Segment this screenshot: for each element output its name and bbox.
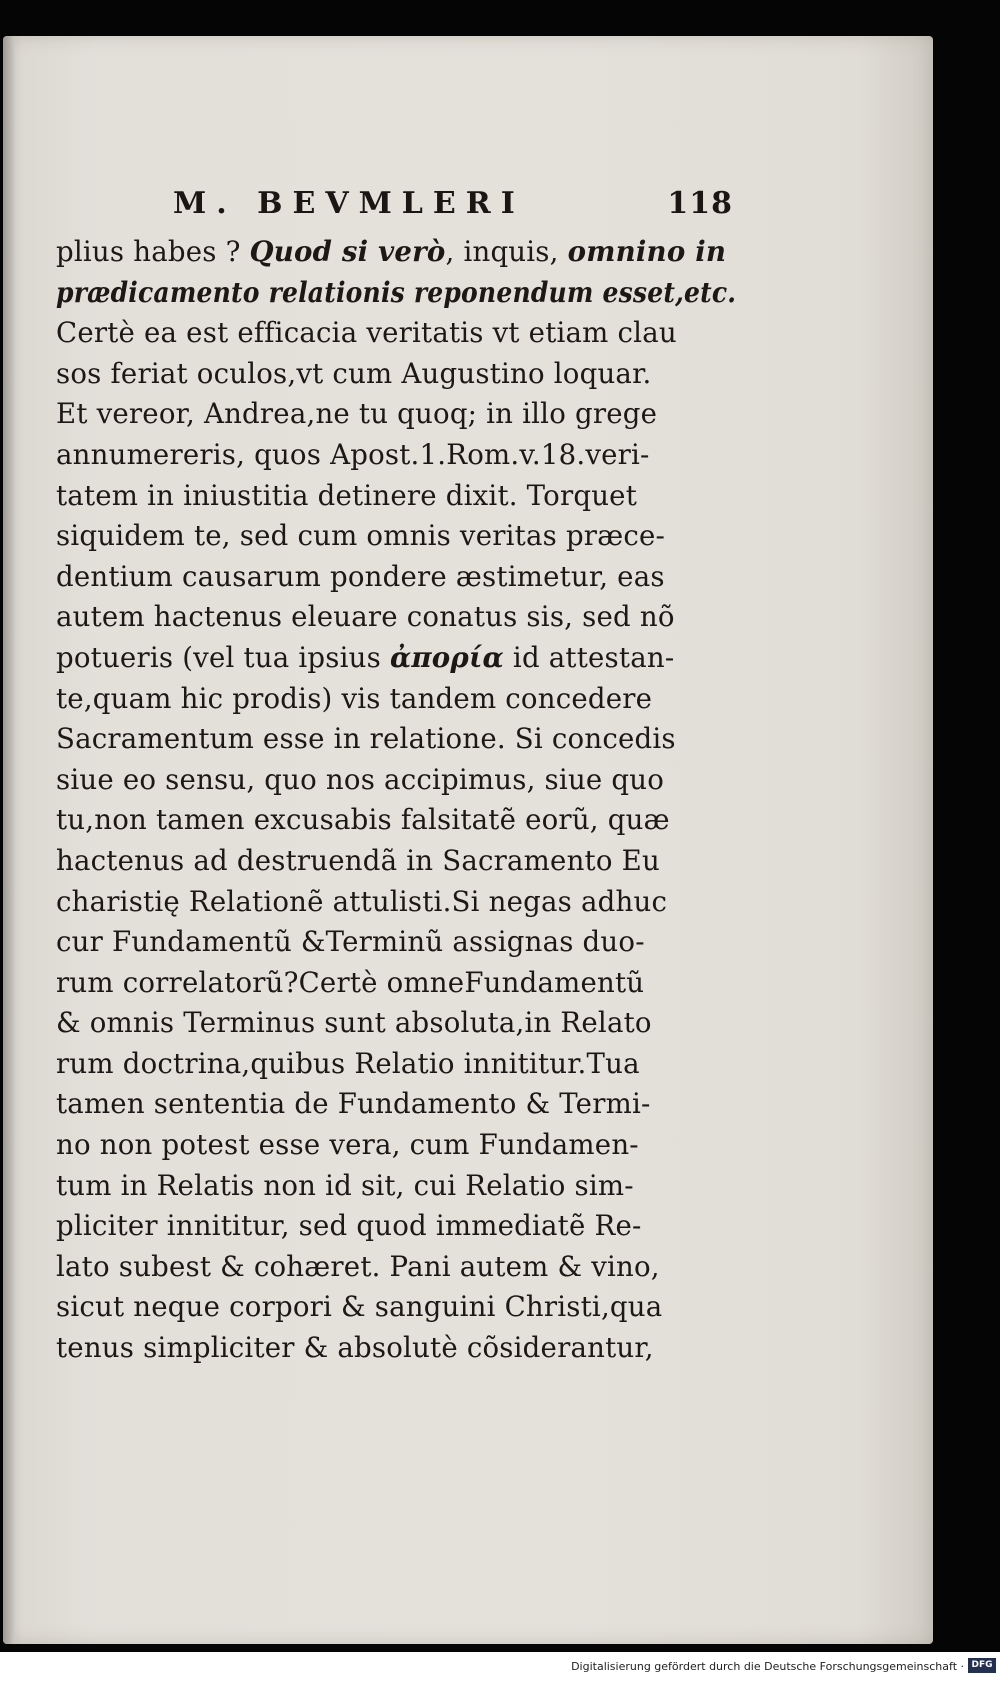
- body-text: [56, 232, 736, 1369]
- text-segment: autem hactenus eleuare conatus sis, sed nõ: [56, 600, 675, 634]
- text-line: [56, 1287, 736, 1328]
- text-line: [56, 1125, 736, 1166]
- text-line: [56, 476, 736, 517]
- text-segment: hactenus ad destruendã in Sacramento Eu: [56, 843, 660, 877]
- text-line: [56, 760, 736, 801]
- text-segment: pliciter innititur, sed quod immediatẽ Re-: [56, 1209, 642, 1243]
- text-segment: annumereris, quos Apost.1.Rom.v.18.veri-: [56, 437, 650, 471]
- text-line: [56, 1084, 736, 1125]
- text-line: [56, 354, 736, 395]
- text-segment: , inquis,: [445, 235, 568, 268]
- text-segment: tenus simpliciter & absolutè cõsiderantur,: [56, 1331, 654, 1365]
- text-line: [56, 394, 736, 435]
- text-segment: potueris (vel tua ipsius: [56, 640, 390, 674]
- text-segment: cur Fundamentũ &Terminũ assignas duo-: [56, 925, 645, 959]
- text-segment: lato subest & cohæret. Pani autem & vino,: [56, 1249, 660, 1283]
- text-line: [56, 435, 736, 476]
- text-line: [56, 516, 736, 557]
- text-line: [56, 963, 736, 1004]
- text-line: [56, 679, 736, 720]
- text-line: [56, 1247, 736, 1288]
- text-segment: sos feriat oculos,vt cum Augustino loquar.: [56, 356, 652, 390]
- text-segment: Certè ea est efficacia veritatis vt etiam clau: [56, 316, 677, 350]
- text-segment: sicut neque corpori & sanguini Christi,qua: [56, 1290, 663, 1324]
- text-line: [56, 1003, 736, 1044]
- text-line: [56, 557, 736, 598]
- text-segment: no non potest esse vera, cum Fundamen-: [56, 1128, 639, 1162]
- running-head: M. BEVMLERI: [173, 186, 525, 221]
- text-line: [56, 800, 736, 841]
- text-segment: Sacramentum esse in relatione. Si concedis: [56, 722, 676, 756]
- italic-text: Quod si verò: [249, 235, 446, 268]
- text-line: [56, 597, 736, 638]
- text-segment: tatem in iniustitia detinere dixit. Torquet: [56, 478, 637, 512]
- text-line: [56, 313, 736, 354]
- italic-text: prædicamento relationis reponendum esset,etc.: [56, 275, 737, 309]
- text-line: [56, 719, 736, 760]
- text-segment: & omnis Terminus sunt absoluta,in Relato: [56, 1006, 652, 1040]
- funding-notice: Digitalisierung gefördert durch die Deutsche Forschungsgemeinschaft ·: [571, 1660, 964, 1673]
- text-line: [56, 273, 737, 314]
- text-segment: id attestan-: [503, 640, 675, 674]
- text-segment: tamen sententia de Fundamento & Termi-: [56, 1087, 651, 1121]
- text-segment: siquidem te, sed cum omnis veritas præce-: [56, 519, 666, 553]
- text-segment: plius habes ?: [56, 235, 250, 268]
- text-line: [56, 841, 736, 882]
- text-line: [56, 922, 736, 963]
- text-line: [56, 232, 736, 273]
- text-line: [56, 638, 736, 679]
- text-segment: charistię Relationẽ attulisti.Si negas adhuc: [56, 884, 668, 918]
- text-line: [56, 1328, 736, 1369]
- text-line: [56, 882, 736, 923]
- text-segment: tu,non tamen excusabis falsitatẽ eorũ, quæ: [56, 803, 670, 837]
- book-page: [3, 36, 933, 1644]
- page-header: [173, 186, 733, 230]
- text-line: [56, 1044, 736, 1085]
- text-segment: Et vereor, Andrea,ne tu quoq; in illo grege: [56, 397, 658, 431]
- greek-word: ἀπορία: [389, 640, 504, 674]
- footer-bar: [0, 1652, 1000, 1681]
- text-segment: rum doctrina,quibus Relatio innititur.Tua: [56, 1046, 640, 1080]
- text-segment: tum in Relatis non id sit, cui Relatio sim-: [56, 1168, 634, 1202]
- page-number: 118: [667, 186, 733, 221]
- dfg-logo: DFG: [968, 1658, 996, 1673]
- text-line: [56, 1166, 736, 1207]
- italic-text: omnino in: [567, 235, 727, 268]
- text-segment: siue eo sensu, quo nos accipimus, siue quo: [56, 762, 665, 796]
- text-line: [56, 1206, 736, 1247]
- text-segment: dentium causarum pondere æstimetur, eas: [56, 559, 665, 593]
- text-segment: rum correlatorũ?Certè omneFundamentũ: [56, 965, 645, 999]
- text-segment: te,quam hic prodis) vis tandem concedere: [56, 681, 653, 715]
